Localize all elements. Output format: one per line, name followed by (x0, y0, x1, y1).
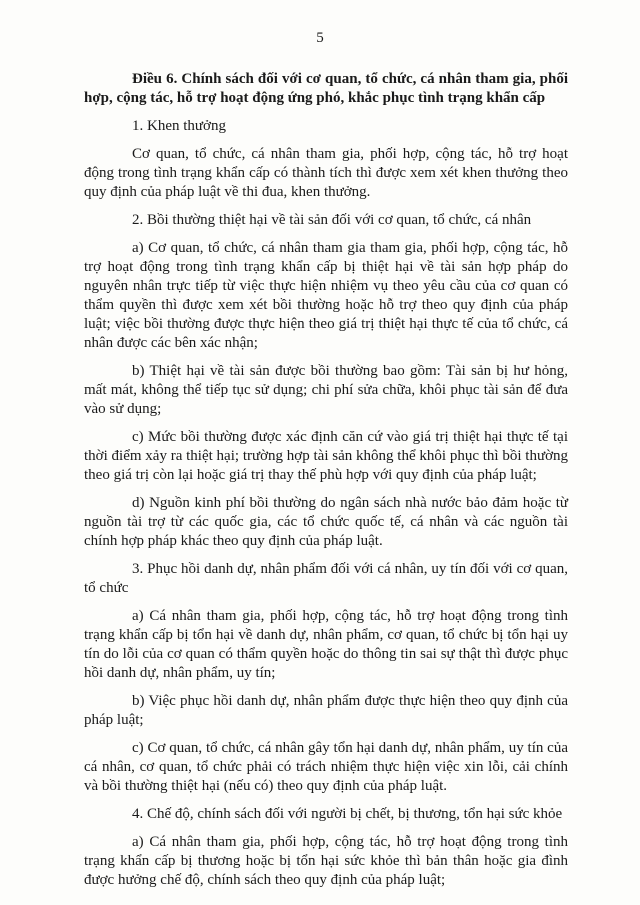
paragraph: Cơ quan, tổ chức, cá nhân tham gia, phối hợp, cộng tác, hỗ trợ hoạt động trong tình trạng khẩn cấp có thành tích thì được xem xét khen thưởng theo quy định của pháp luật về thi đua, khen thưởng. (84, 146, 568, 200)
section-heading-policy: 4. Chế độ, chính sách đối với người bị chết, bị thương, tổn hại sức khỏe (132, 806, 563, 822)
article-title: Điều 6. Chính sách đối với cơ quan, tổ chức, cá nhân tham gia, phối hợp, cộng tác, hỗ trợ hoạt động ứng phó, khắc phục tình trạng khẩn cấp (84, 71, 568, 106)
paragraph: c) Mức bồi thường được xác định căn cứ vào giá trị thiệt hại thực tế tại thời điểm xảy ra thiệt hại; trường hợp tài sản không thể khôi phục thì bồi thường theo giá trị còn lại hoặc giá trị thay thế phù hợp với quy định của pháp luật; (84, 429, 568, 483)
paragraph: b) Việc phục hồi danh dự, nhân phẩm được thực hiện theo quy định của pháp luật; (84, 693, 568, 728)
paragraph: a) Cá nhân tham gia, phối hợp, cộng tác, hỗ trợ hoạt động trong tình trạng khẩn cấp bị thương hoặc bị tổn hại sức khỏe thì bản thân hoặc gia đình được hưởng chế độ, chính sách theo quy định của pháp luật; (84, 834, 568, 888)
section-heading-compensation: 2. Bồi thường thiệt hại về tài sản đối với cơ quan, tổ chức, cá nhân (132, 212, 532, 228)
paragraph: a) Cá nhân tham gia, phối hợp, cộng tác, hỗ trợ hoạt động trong tình trạng khẩn cấp bị tổn hại về danh dự, nhân phẩm, cơ quan, tổ chức bị tổn hại uy tín do lỗi của cơ quan có thẩm quyền hoặc do thông tin sai sự thật thì được phục hồi danh dự, nhân phẩm, uy tín; (84, 608, 568, 681)
paragraph: a) Cơ quan, tổ chức, cá nhân tham gia tham gia, phối hợp, cộng tác, hỗ trợ hoạt động trong tình trạng khẩn cấp bị thiệt hại về tài sản hợp pháp do nguyên nhân trực tiếp từ việc thực hiện nhiệm vụ theo yêu cầu của cơ quan có thẩm quyền thì được xem xét bồi thường hoặc hỗ trợ theo quy định của pháp luật; việc bồi thường được thực hiện theo giá trị thiệt hại thực tế của tổ chức, cá nhân được các bên xác nhận; (84, 240, 568, 351)
page-number: 5 (316, 30, 324, 46)
paragraph: c) Cơ quan, tổ chức, cá nhân gây tổn hại danh dự, nhân phẩm, uy tín của cá nhân, cơ quan, tổ chức phải có trách nhiệm thực hiện việc xin lỗi, cải chính và bồi thường thiệt hại (nếu có) theo quy định của pháp luật. (84, 740, 568, 794)
section-heading-honor: 3. Phục hồi danh dự, nhân phẩm đối với cá nhân, uy tín đối với cơ quan, tổ chức (84, 561, 568, 596)
paragraph: d) Nguồn kinh phí bồi thường do ngân sách nhà nước bảo đảm hoặc từ nguồn tài trợ từ các quốc gia, các tổ chức quốc tế, cá nhân và các nguồn tài chính hợp pháp khác theo quy định của pháp luật. (84, 495, 568, 549)
paragraph: b) Thiệt hại về tài sản được bồi thường bao gồm: Tài sản bị hư hỏng, mất mát, không thể tiếp tục sử dụng; chi phí sửa chữa, khôi phục tài sản để đưa vào sử dụng; (84, 363, 568, 417)
document-body (84, 70, 568, 899)
section-heading-reward: 1. Khen thưởng (132, 118, 226, 134)
